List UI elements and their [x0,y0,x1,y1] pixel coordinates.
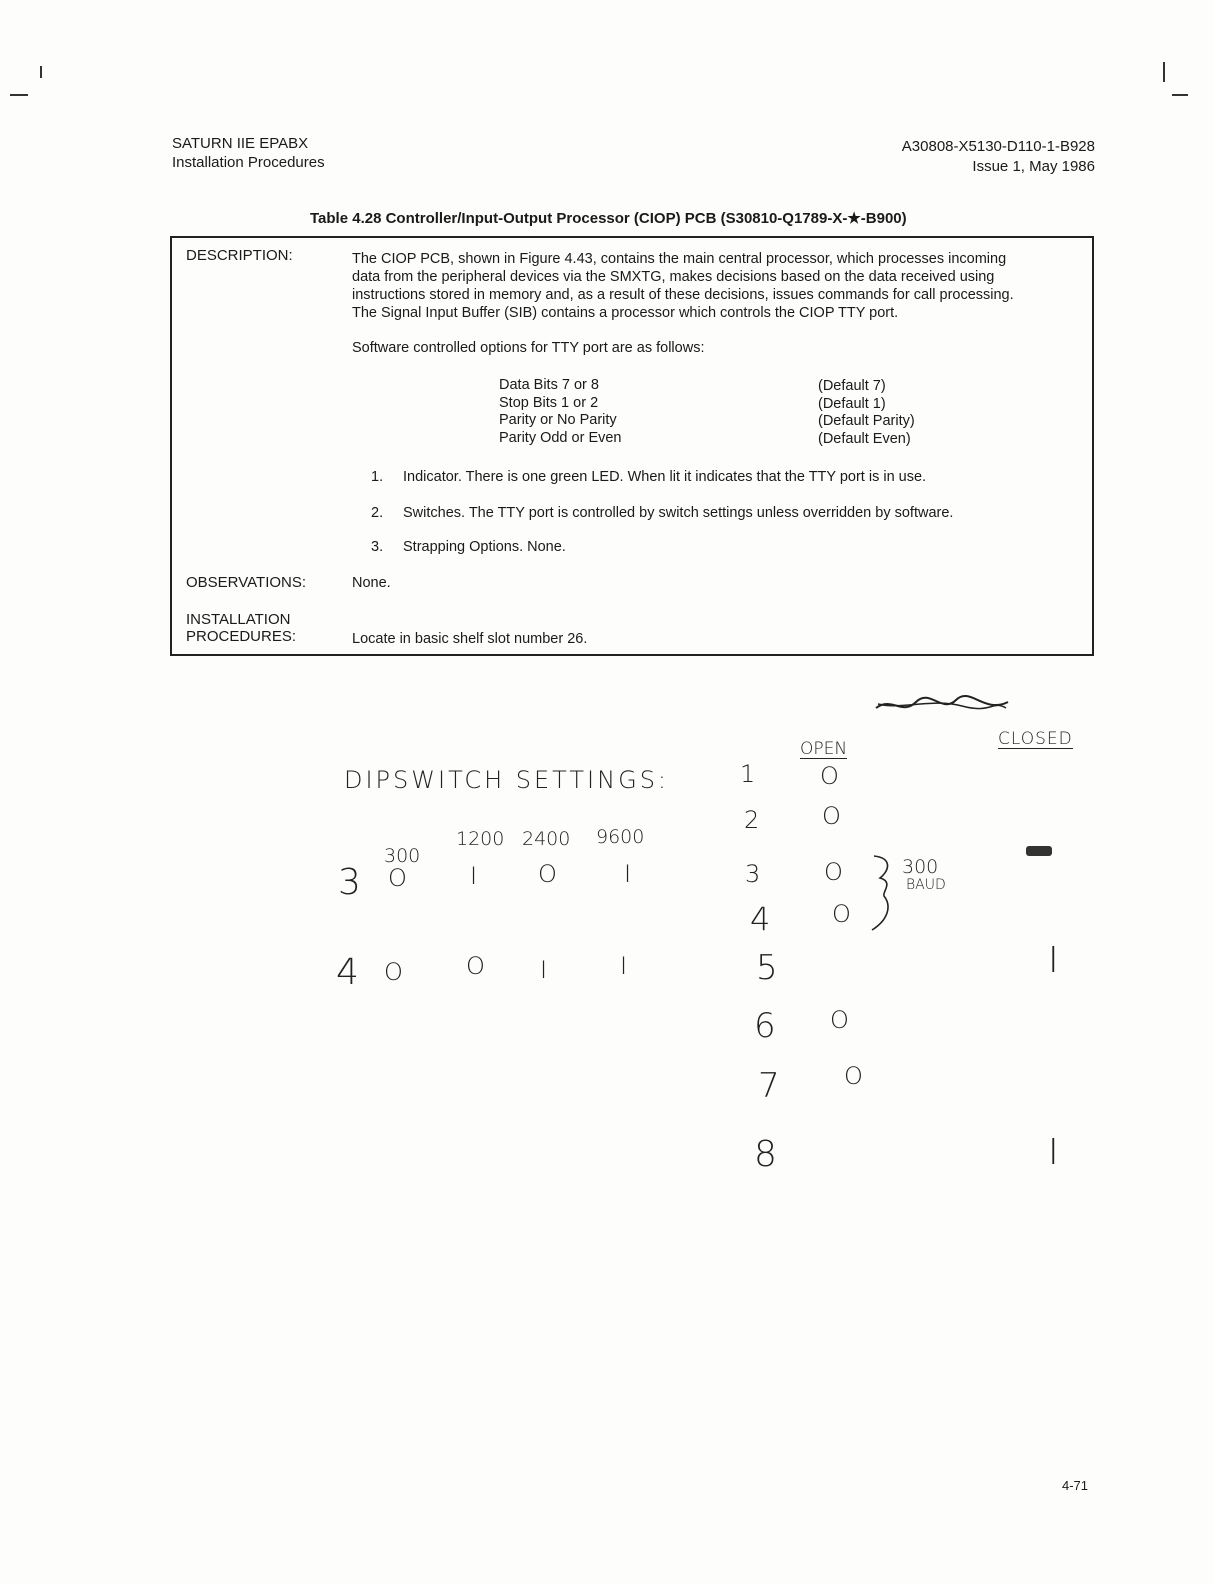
rate-header: 300 [384,845,421,867]
crossed-out-scribble [872,692,1012,718]
dipswitch-title: DIPSWITCH SETTINGS: [344,766,670,794]
item-text: Strapping Options. None. [403,539,566,555]
item-number: 1. [371,469,384,485]
issue-date: Issue 1, May 1986 [972,158,1095,175]
option-names [499,377,622,447]
switch-number: 1 [740,760,756,788]
rate-header: 9600 [596,826,645,848]
rate-row-switch: 3 [338,862,361,903]
switch-open-mark: O [832,900,851,928]
description-line: instructions stored in memory and, as a result of these decisions, issues commands for call processing. [352,287,1014,303]
observations-label: OBSERVATIONS: [186,574,307,591]
open-column-label: OPEN [800,739,848,759]
installation-value: Locate in basic shelf slot number 26. [352,631,588,647]
switch-number: 5 [756,948,778,988]
table-title: Table 4.28 Controller/Input-Output Processor (CIOP) PCB (S30810-Q1789-X-★-B900) [310,210,907,227]
baud-note [902,858,946,894]
item-number: 2. [371,505,384,521]
switch-number: 8 [754,1134,777,1175]
switch-number: 2 [744,806,760,834]
rate-cell: I [470,862,478,890]
section-name: Installation Procedures [172,154,325,171]
rate-header: 1200 [456,828,505,850]
switch-open-mark: O [820,762,839,790]
rate-cell: O [384,958,403,986]
observations-value: None. [352,575,391,591]
rate-cell: I [620,952,628,980]
baud-note-line: 300 [902,856,939,878]
numbered-item [371,504,954,522]
switch-number: 7 [758,1066,780,1106]
installation-label-line: INSTALLATION [186,611,291,628]
product-name: SATURN IIE EPABX [172,135,309,152]
numbered-item [371,538,566,556]
rate-header: 2400 [522,828,571,850]
switch-closed-mark: I [1048,940,1059,981]
option-name: Parity Odd or Even [499,429,622,446]
description-line: data from the peripheral devices via the SMXTG, makes decisions based on the data received using [352,269,995,285]
brace-300-baud [866,852,900,934]
software-options-intro: Software controlled options for TTY port are as follows: [352,340,705,356]
option-defaults [818,378,915,448]
document-number: A30808-X5130-D110-1-B928 [901,138,1095,155]
option-default: (Default 1) [818,395,886,412]
closed-column-label: CLOSED [998,729,1073,749]
option-default: (Default Parity) [818,413,915,429]
baud-note-line: BAUD [906,877,946,893]
numbered-item [371,468,927,486]
rate-row-switch: 4 [336,952,359,993]
rate-cell: O [538,860,557,888]
document-header-left [172,134,325,172]
rate-cell: O [466,952,485,980]
scan-mark [1172,94,1188,96]
switch-open-mark: O [830,1006,849,1034]
installation-label-line: PROCEDURES: [186,628,297,645]
switch-open-mark: O [844,1062,863,1090]
description-line: The Signal Input Buffer (SIB) contains a processor which controls the CIOP TTY port. [352,305,899,321]
rate-cell: I [540,956,548,984]
item-text: Indicator. There is one green LED. When lit it indicates that the TTY port is in use. [403,469,927,485]
switch-number: 3 [745,860,761,888]
description-line: The CIOP PCB, shown in Figure 4.43, contains the main central processor, which processes incoming [352,251,1007,267]
option-name: Stop Bits 1 or 2 [499,394,599,411]
switch-number: 4 [750,900,771,938]
scan-mark [10,94,28,96]
description-text [352,250,1082,322]
rate-cell: O [388,864,407,892]
switch-open-mark: O [822,802,841,830]
switch-number: 6 [754,1006,776,1046]
item-number: 3. [371,539,384,555]
description-label: DESCRIPTION: [186,247,293,264]
option-default: (Default Even) [818,430,911,447]
scan-mark [40,66,42,78]
ink-mark [1026,846,1052,856]
page-number: 4-71 [1061,1478,1088,1493]
switch-closed-mark: I [1048,1132,1059,1173]
option-name: Data Bits 7 or 8 [499,377,599,393]
scan-mark [1163,62,1165,82]
option-default: (Default 7) [818,378,886,394]
item-text: Switches. The TTY port is controlled by switch settings unless overridden by software. [403,505,954,521]
switch-open-mark: O [824,858,843,886]
document-header-right [902,137,1095,177]
option-name: Parity or No Parity [499,412,617,428]
rate-cell: I [624,860,632,888]
installation-label [186,611,296,645]
